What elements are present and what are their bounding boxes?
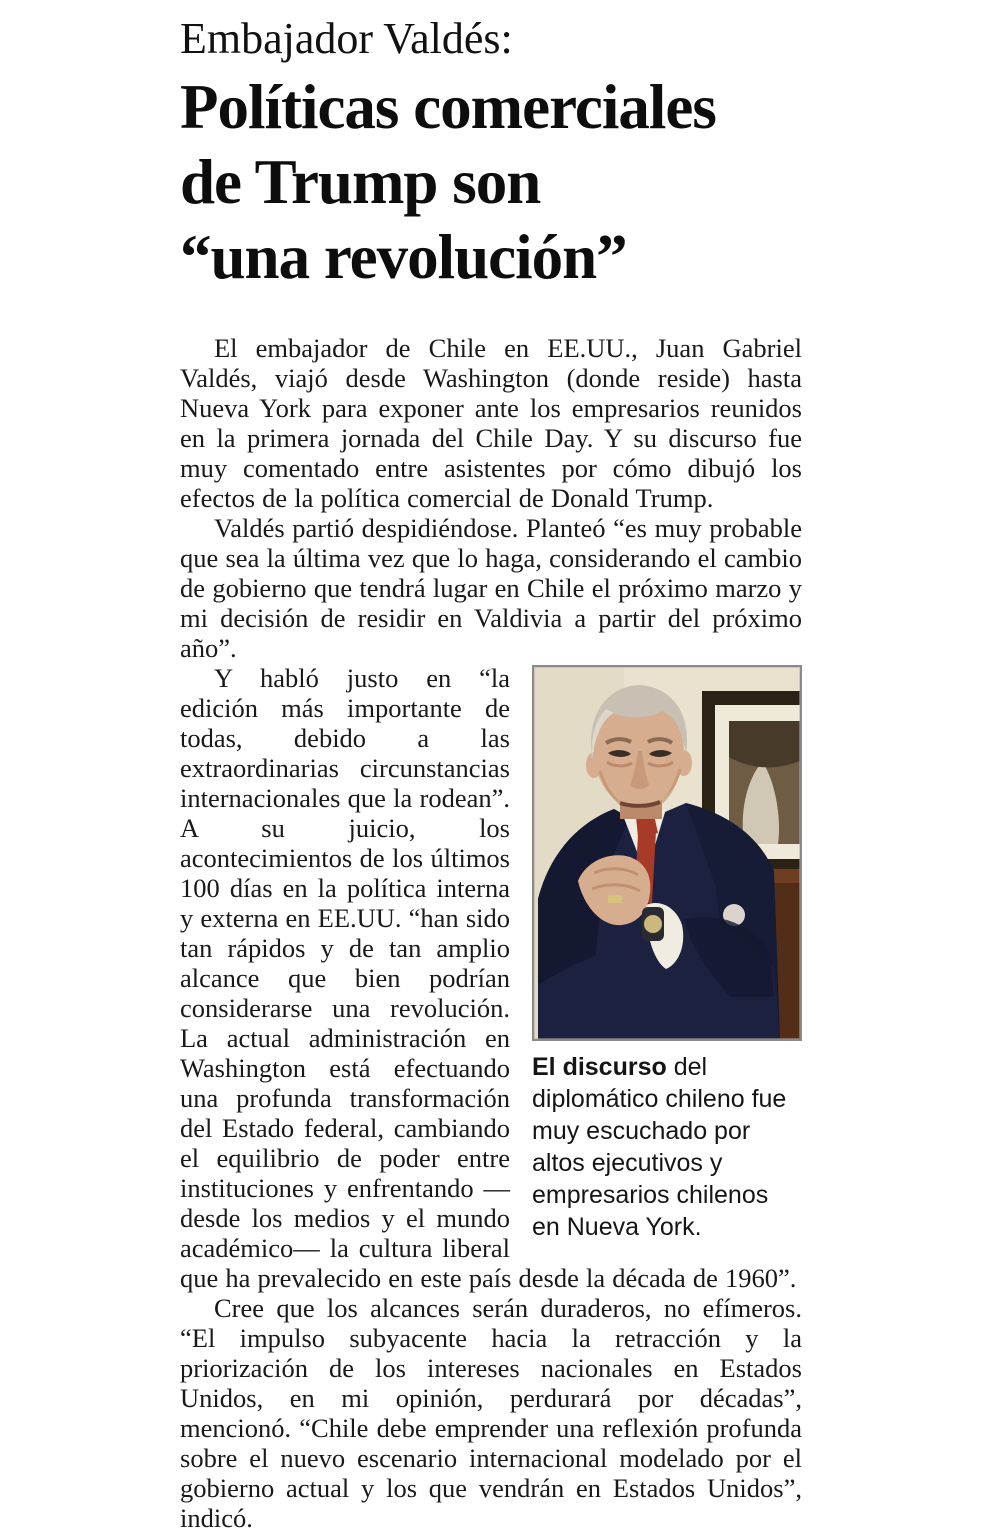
caption-lead: El discurso bbox=[532, 1053, 667, 1081]
article bbox=[180, 12, 802, 1532]
paragraph-1: El embajador de Chile en EE.UU., Juan Gabriel Valdés, viajó desde Washington (donde reside) hasta Nueva York para exponer ante los empresarios reunidos en la primera jornada del Chile Day. Y su discurso fue muy comentado entre asistentes por cómo dibujó los efectos de la política comercial de Donald Trump. bbox=[180, 333, 802, 513]
article-body bbox=[180, 333, 802, 1532]
photo-caption bbox=[532, 1051, 802, 1243]
paragraph-4: Cree que los alcances serán duraderos, no efímeros. “El impulso subyacente hacia la retracción y la priorización de los intereses nacionales en Estados Unidos, en mi opinión, perdurará por décadas”, mencionó. “Chile debe emprender una reflexión profunda sobre el nuevo escenario internacional modelado por el gobierno actual y los que vendrán en Estados Unidos”, indicó. bbox=[180, 1293, 802, 1532]
ring bbox=[608, 895, 622, 903]
article-kicker: Embajador Valdés: bbox=[180, 14, 513, 63]
wristwatch bbox=[642, 907, 664, 941]
portrait-photo bbox=[532, 665, 802, 1041]
headline-line-2: de Trump son bbox=[180, 147, 541, 217]
portrait-illustration bbox=[534, 667, 800, 1039]
article-photo-figure bbox=[532, 665, 802, 1243]
caption-text: del diplomático chileno fue muy escuchado por altos ejecutivos y empresarios chilenos en Nueva York. bbox=[532, 1053, 787, 1241]
headline-line-1: Políticas comerciales bbox=[180, 72, 716, 142]
paragraph-2: Valdés partió despidiéndose. Planteó “es muy probable que sea la última vez que lo haga, considerando el cambio de gobierno que tendrá lugar en Chile el próximo marzo y mi decisión de residir en Valdivia a partir del próximo año”. bbox=[180, 513, 802, 663]
paragraph-3: Y habló justo en “la edición más importante de todas, debido a las extraordinarias circunstancias internacionales que la rodean”. A su juicio, los acontecimientos de los últimos 100 días en la política interna y externa en EE.UU. “han sido tan rápidos y de tan amplio alcance que bien podrían considerarse una revolución. La actual administración en Washington está efectuando una profunda transformación del Estado federal, cambiando el equilibrio de poder entre instituciones y enfrentando —desde los medios y el mundo académico— la cultura liberal que ha prevalecido en este país desde la década de 1960”. bbox=[180, 663, 797, 1293]
article-headline bbox=[180, 70, 802, 295]
headline-line-3: “una revolución” bbox=[180, 222, 627, 292]
